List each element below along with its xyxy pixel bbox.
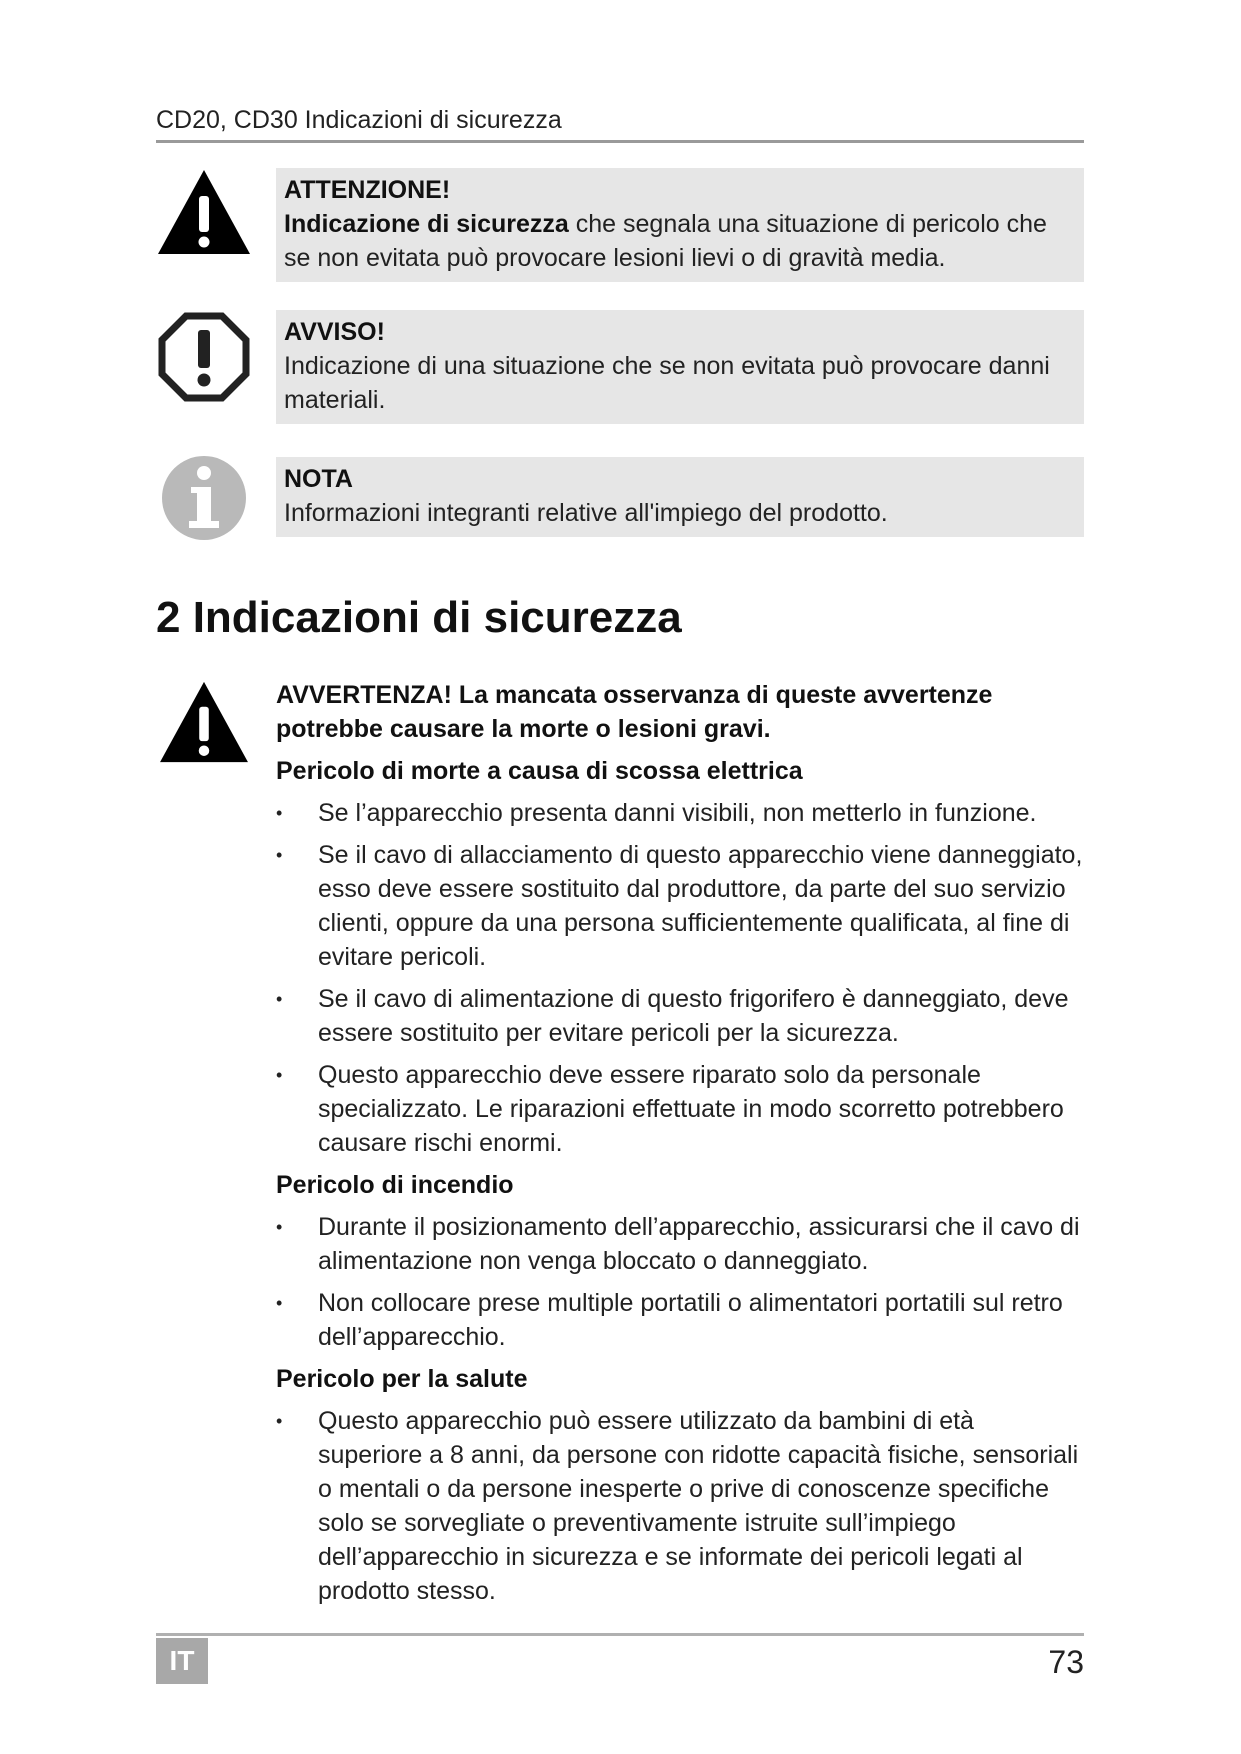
notice-title: ATTENZIONE! xyxy=(284,176,451,204)
list-item: • Se l’apparecchio presenta danni visibili, non metterlo in funzione. xyxy=(276,796,1084,830)
notice-attenzione-box xyxy=(276,168,1084,282)
bullet-list xyxy=(276,1210,1084,1354)
notice-octagon-icon xyxy=(156,312,252,402)
notice-title: AVVISO! xyxy=(284,318,385,346)
notice-avviso-box xyxy=(276,310,1084,424)
group-title: Pericolo per la salute xyxy=(276,1365,528,1393)
section-heading: 2 Indicazioni di sicurezza xyxy=(156,593,682,642)
info-circle-icon xyxy=(156,453,252,543)
notice-nota-box xyxy=(276,457,1084,537)
notice-text: Indicazione di una situazione che se non evitata può provocare danni materiali. xyxy=(284,352,1050,414)
bullet-list xyxy=(276,796,1084,1160)
group-title: Pericolo di morte a causa di scossa elettrica xyxy=(276,757,803,785)
notice-text xyxy=(284,207,1074,275)
warning-triangle-icon xyxy=(156,680,252,766)
footer-divider xyxy=(156,1633,1084,1636)
language-badge: IT xyxy=(156,1638,208,1684)
list-item: • Questo apparecchio deve essere riparato solo da personale specializzato. Le riparazioni effettuate in modo scorretto potrebbero causare rischi enormi. xyxy=(276,1058,1084,1160)
list-item: • Se il cavo di alimentazione di questo frigorifero è danneggiato, deve essere sostituito per evitare pericoli per la sicurezza. xyxy=(276,982,1084,1050)
list-item: • Non collocare prese multiple portatili o alimentatori portatili sul retro dell’apparecchio. xyxy=(276,1286,1084,1354)
warning-lead: AVVERTENZA! La mancata osservanza di queste avvertenze potrebbe causare la morte o lesioni gravi. xyxy=(276,681,993,743)
group-title: Pericolo di incendio xyxy=(276,1171,514,1199)
list-item: • Questo apparecchio può essere utilizzato da bambini di età superiore a 8 anni, da persone con ridotte capacità fisiche, sensoriali o mentali o da persone inesperte o prive di conoscenze specifiche solo se sorvegliate o preventivamente istruite sull’impiego dell’apparecchio in sicurezza e se informate dei pericoli legati al prodotto stesso. xyxy=(276,1404,1084,1608)
notice-text: Informazioni integranti relative all'impiego del prodotto. xyxy=(284,499,888,527)
bullet-list xyxy=(276,1404,1084,1608)
list-item: • Se il cavo di allacciamento di questo apparecchio viene danneggiato, esso deve essere sostituito dal produttore, da parte del suo servizio clienti, oppure da una persona sufficientemente qualificata, al fine di evitare pericoli. xyxy=(276,838,1084,974)
page-number: 73 xyxy=(1048,1644,1084,1680)
warning-triangle-icon xyxy=(156,168,252,258)
notice-body: che segnala una situazione di pericolo che se non evitata può provocare lesioni lievi o di gravità media. xyxy=(284,210,1047,272)
section-content xyxy=(276,678,1084,1616)
notice-title: NOTA xyxy=(284,465,353,493)
notice-bold-lead: Indicazione di sicurezza xyxy=(284,210,569,238)
list-item: • Durante il posizionamento dell’apparecchio, assicurarsi che il cavo di alimentazione non venga bloccato o danneggiato. xyxy=(276,1210,1084,1278)
page-header: CD20, CD30 Indicazioni di sicurezza xyxy=(156,100,1084,143)
